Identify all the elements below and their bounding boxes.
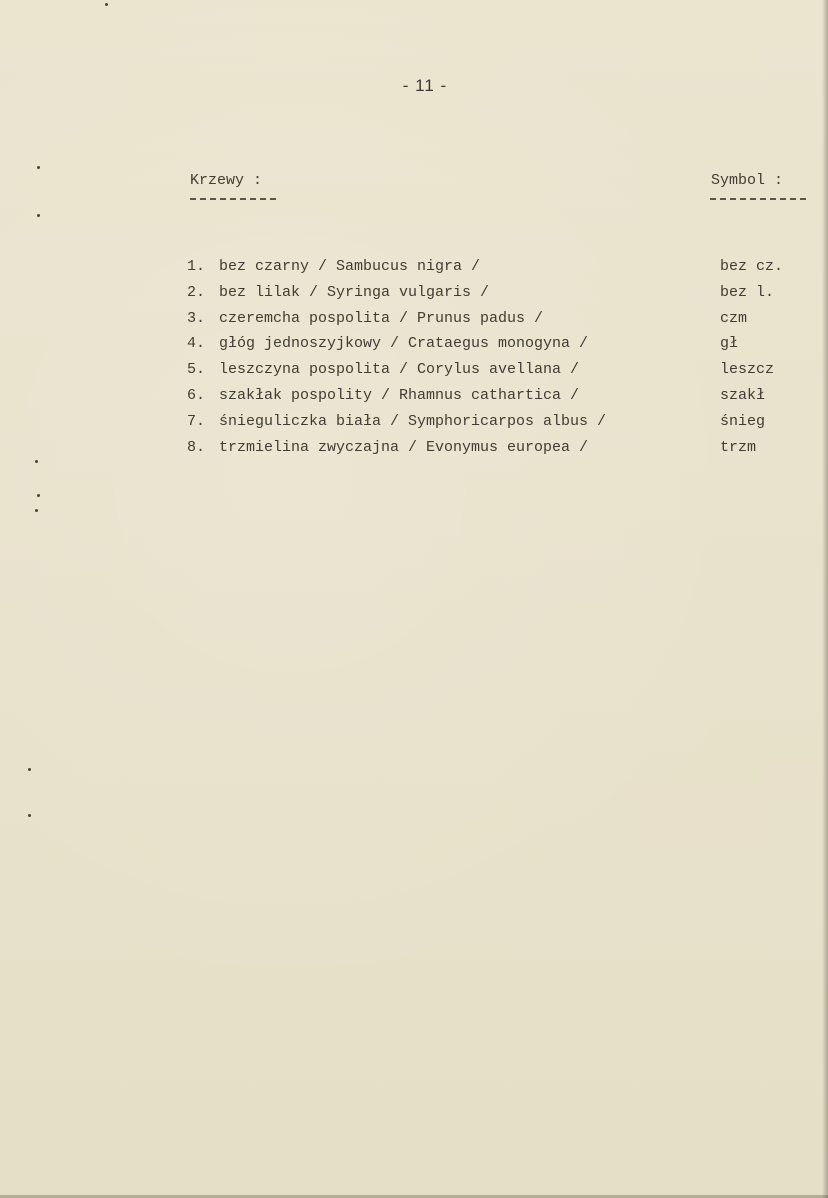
punch-mark <box>37 494 40 497</box>
item-symbol: leszcz <box>720 361 775 379</box>
punch-mark <box>35 460 38 463</box>
list-item <box>187 254 787 280</box>
item-symbol: czm <box>720 309 748 327</box>
page-number: - 11 - <box>402 76 448 95</box>
list-item <box>187 306 787 332</box>
page-edge-shadow <box>822 0 828 1198</box>
header-underline-right <box>710 198 806 200</box>
item-symbol: trzm <box>720 438 757 456</box>
item-number: 5. <box>187 361 206 379</box>
list-item <box>187 409 787 435</box>
item-name: śnieguliczka biała / Symphoricarpos albus / <box>219 412 607 430</box>
item-name: czeremcha pospolita / Prunus padus / <box>219 309 544 327</box>
item-symbol: bez l. <box>720 283 775 301</box>
column-header-shrubs: Krzewy : <box>190 172 263 189</box>
item-name: trzmielina zwyczajna / Evonymus europea / <box>219 438 589 456</box>
column-header-symbol: Symbol : <box>711 172 784 189</box>
item-number: 3. <box>187 309 206 327</box>
item-symbol: śnieg <box>720 412 766 430</box>
punch-mark <box>28 814 31 817</box>
list-item <box>187 357 787 383</box>
punch-mark <box>28 768 31 771</box>
list-item <box>187 435 787 461</box>
item-number: 6. <box>187 386 206 404</box>
item-number: 7. <box>187 412 206 430</box>
item-name: bez lilak / Syringa vulgaris / <box>219 283 490 301</box>
item-number: 8. <box>187 438 206 456</box>
item-symbol: bez cz. <box>720 258 784 275</box>
item-symbol: gł <box>720 335 739 353</box>
punch-mark <box>37 166 40 169</box>
punch-mark <box>37 214 40 217</box>
item-number: 2. <box>187 283 206 301</box>
punch-mark <box>105 3 108 6</box>
list-item <box>187 383 787 409</box>
item-name: bez czarny / Sambucus nigra / <box>219 258 481 275</box>
header-underline-left <box>190 198 276 200</box>
item-symbol: szakł <box>720 386 766 404</box>
list-item <box>187 280 787 306</box>
punch-mark <box>35 509 38 512</box>
item-name: szakłak pospolity / Rhamnus cathartica / <box>219 386 580 404</box>
item-name: leszczyna pospolita / Corylus avellana / <box>219 361 580 379</box>
shrub-list <box>187 254 787 460</box>
list-item <box>187 331 787 357</box>
item-number: 1. <box>187 258 206 275</box>
item-number: 4. <box>187 335 206 353</box>
item-name: głóg jednoszyjkowy / Crataegus monogyna / <box>219 335 589 353</box>
